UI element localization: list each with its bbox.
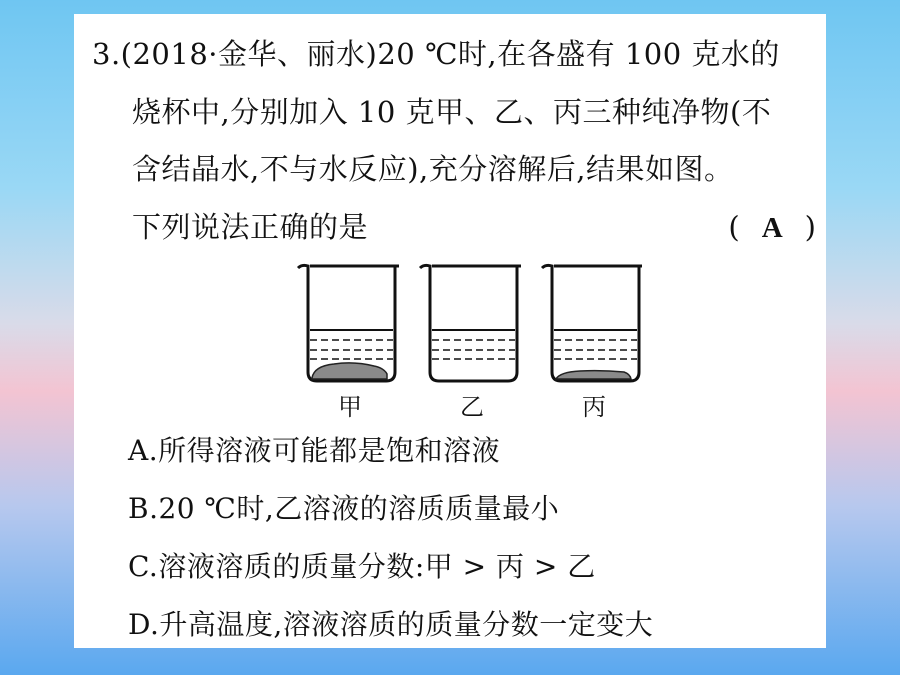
beaker-label-yi: 乙 (460, 393, 484, 421)
option-c: C.溶液溶质的质量分数:甲 > 丙 > 乙 (128, 550, 596, 583)
answer-letter: A (761, 212, 783, 244)
option-d: D.升高温度,溶液溶质的质量分数一定变大 (128, 608, 654, 641)
beaker-jia (298, 265, 399, 381)
sediment-jia (312, 363, 387, 379)
question-line-1: 3.(2018·金华、丽水)20 ℃时,在各盛有 100 克水的 (92, 37, 780, 71)
option-a: A.所得溶液可能都是饱和溶液 (128, 434, 501, 467)
beaker-figure (296, 260, 642, 420)
beakers-drawing (296, 260, 642, 390)
question-line-2: 烧杯中,分别加入 10 克甲、乙、丙三种纯净物(不 (132, 95, 772, 129)
answer-close-paren: ) (804, 210, 816, 244)
sediment-bing (556, 371, 631, 379)
beaker-label-bing: 丙 (582, 393, 606, 421)
beaker-yi (420, 265, 521, 381)
beaker-bing (542, 265, 642, 381)
question-line-4: 下列说法正确的是 (132, 210, 369, 244)
question-card (74, 14, 826, 648)
answer-bracket (728, 209, 816, 246)
answer-open-paren: ( (728, 210, 740, 244)
option-b: B.20 ℃时,乙溶液的溶质质量最小 (128, 492, 560, 525)
question-line-3: 含结晶水,不与水反应),充分溶解后,结果如图。 (132, 152, 734, 186)
beaker-label-jia: 甲 (338, 393, 362, 421)
